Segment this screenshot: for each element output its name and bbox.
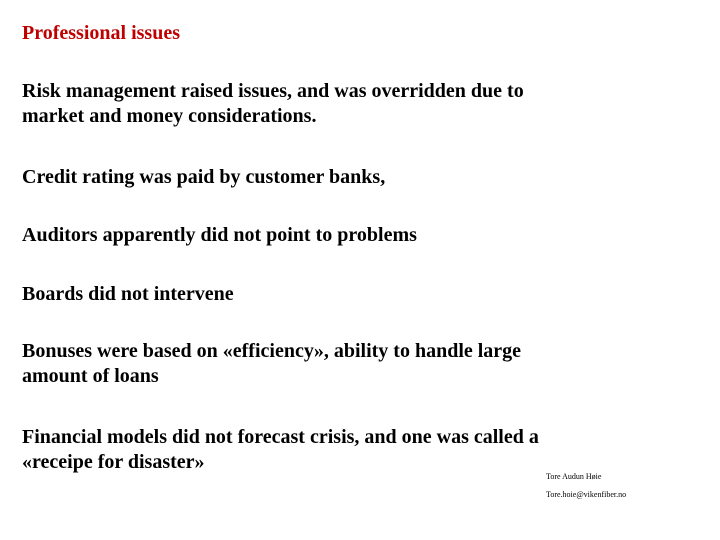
- bullet-point-boards: [22, 282, 682, 307]
- bullet-point-auditors: [22, 223, 682, 248]
- bullet-line: «receipe for disaster»: [22, 451, 205, 473]
- bullet-line: Credit rating was paid by customer banks,: [22, 166, 386, 188]
- bullet-line: Financial models did not forecast crisis, and one was called a: [22, 426, 539, 448]
- bullet-line: Boards did not intervene: [22, 283, 234, 305]
- bullet-point-bonuses: [22, 339, 682, 389]
- bullet-line: amount of loans: [22, 365, 159, 387]
- bullet-line: market and money considerations.: [22, 105, 317, 127]
- footer-author: Tore Audun Høie: [546, 472, 602, 481]
- footer-email: Tore.hoie@vikenfiber.no: [546, 490, 627, 499]
- bullet-point-credit-rating: [22, 165, 682, 190]
- bullet-line: Risk management raised issues, and was overridden due to: [22, 80, 524, 102]
- bullet-line: Auditors apparently did not point to problems: [22, 224, 417, 246]
- bullet-point-financial-models: [22, 425, 682, 475]
- bullet-line: Bonuses were based on «efficiency», ability to handle large: [22, 340, 522, 362]
- slide-title: Professional issues: [22, 22, 180, 44]
- bullet-point-risk-management: [22, 79, 682, 129]
